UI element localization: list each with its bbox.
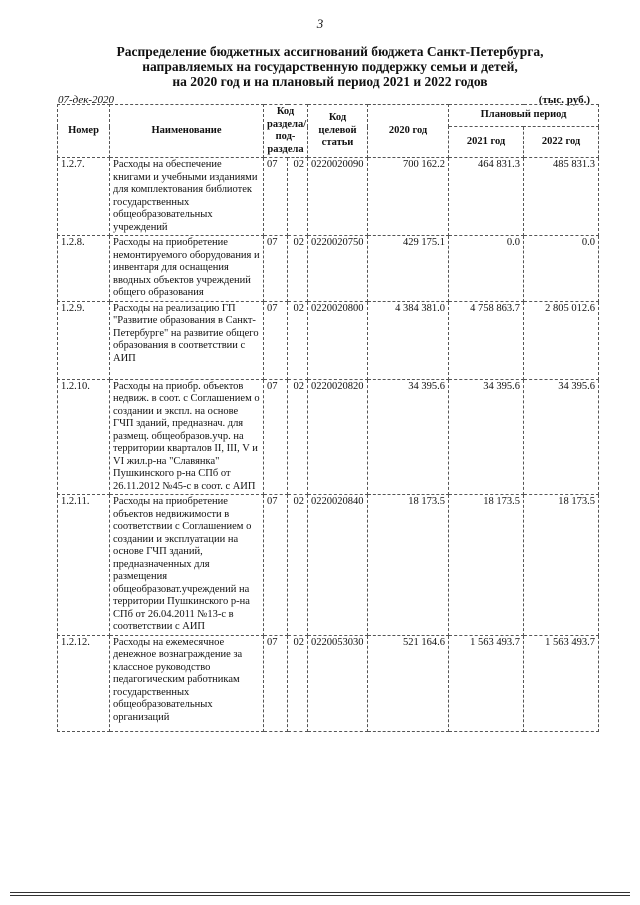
header-target: Код целевой статьи — [308, 105, 368, 158]
header-name: Наименование — [110, 105, 264, 158]
title-line-3: на 2020 год и на плановый период 2021 и 2022 годов — [172, 74, 488, 89]
row-value-2021: 1 563 493.7 — [449, 635, 524, 731]
row-target-code: 0220020820 — [308, 379, 368, 495]
row-name: Расходы на ежемесячное денежное вознаграждение за классное руководство педагогическим работникам государственных общеобразовательных организаций — [110, 635, 264, 731]
row-value-2022: 0.0 — [524, 236, 599, 302]
row-value-2020: 521 164.6 — [368, 635, 449, 731]
row-value-2021: 34 395.6 — [449, 379, 524, 495]
row-value-2022: 34 395.6 — [524, 379, 599, 495]
title-line-2: направляемых на государственную поддержку семьи и детей, — [142, 59, 518, 74]
row-value-2020: 18 173.5 — [368, 495, 449, 636]
row-value-2020: 700 162.2 — [368, 158, 449, 236]
units-label: (тыс. руб.) — [538, 94, 590, 106]
row-section: 07 — [264, 301, 288, 379]
row-number: 1.2.10. — [58, 379, 110, 495]
row-value-2021: 0.0 — [449, 236, 524, 302]
footer-rule — [10, 892, 630, 893]
row-section: 07 — [264, 495, 288, 636]
row-subsection: 02 — [288, 236, 308, 302]
row-value-2020: 4 384 381.0 — [368, 301, 449, 379]
row-subsection: 02 — [288, 301, 308, 379]
header-2020: 2020 год — [368, 105, 449, 158]
row-section: 07 — [264, 236, 288, 302]
table-row — [58, 379, 599, 495]
row-number: 1.2.11. — [58, 495, 110, 636]
row-value-2021: 464 831.3 — [449, 158, 524, 236]
document-title — [60, 44, 600, 89]
row-subsection: 02 — [288, 495, 308, 636]
table-row — [58, 158, 599, 236]
row-number: 1.2.12. — [58, 635, 110, 731]
row-section: 07 — [264, 158, 288, 236]
row-name: Расходы на приобр. объектов недвиж. в соот. с Соглашением о создании и экспл. на основе ГЧП зданий, предназнач. для размещ. общеобразов.учр. на территории кварталов II, III, V и VI жил.р-на "Славянка" Пушкинского р-на СПб от 26.11.2012 №45-с в соот. с АИП — [110, 379, 264, 495]
row-target-code: 0220020090 — [308, 158, 368, 236]
header-2021: 2021 год — [449, 127, 524, 158]
row-value-2020: 429 175.1 — [368, 236, 449, 302]
row-name: Расходы на приобретение объектов недвижимости в соответствии с Соглашением о создании и эксплуатации на основе ГЧП зданий, предназначенных для размещения общеобразоват.учреждений на территории Пушкинского р-на СПб от 26.04.2011 №13-с в соответствии с АИП — [110, 495, 264, 636]
title-line-1: Распределение бюджетных ассигнований бюджета Санкт-Петербурга, — [116, 44, 544, 59]
table-row — [58, 635, 599, 731]
table-row — [58, 495, 599, 636]
document-date: 07-дек-2020 — [58, 94, 115, 106]
row-target-code: 0220020800 — [308, 301, 368, 379]
row-name: Расходы на приобретение немонтируемого оборудования и инвентаря для оснащения вводных объектов учреждений общего образования — [110, 236, 264, 302]
table-row — [58, 236, 599, 302]
row-name: Расходы на реализацию ГП "Развитие образования в Санкт-Петербурге" на развитие общего образования в соответствии с АИП — [110, 301, 264, 379]
row-value-2021: 4 758 863.7 — [449, 301, 524, 379]
row-value-2020: 34 395.6 — [368, 379, 449, 495]
row-number: 1.2.9. — [58, 301, 110, 379]
header-number: Номер — [58, 105, 110, 158]
table-row — [58, 301, 599, 379]
row-subsection: 02 — [288, 379, 308, 495]
row-subsection: 02 — [288, 635, 308, 731]
row-value-2022: 2 805 012.6 — [524, 301, 599, 379]
row-number: 1.2.7. — [58, 158, 110, 236]
footer-rule — [10, 895, 630, 896]
row-value-2022: 1 563 493.7 — [524, 635, 599, 731]
header-2022: 2022 год — [524, 127, 599, 158]
row-value-2022: 485 831.3 — [524, 158, 599, 236]
row-value-2021: 18 173.5 — [449, 495, 524, 636]
budget-table — [57, 104, 599, 732]
header-section: Код раздела/ под-раздела — [264, 105, 308, 158]
row-target-code: 0220020750 — [308, 236, 368, 302]
row-value-2022: 18 173.5 — [524, 495, 599, 636]
row-name: Расходы на обеспечение книгами и учебными изданиями для комплектования библиотек государственных общеобразовательных учреждений — [110, 158, 264, 236]
row-section: 07 — [264, 635, 288, 731]
row-target-code: 0220053030 — [308, 635, 368, 731]
row-subsection: 02 — [288, 158, 308, 236]
row-section: 07 — [264, 379, 288, 495]
row-target-code: 0220020840 — [308, 495, 368, 636]
header-planned-period: Плановый период — [449, 105, 599, 127]
page-number: 3 — [316, 16, 324, 31]
row-number: 1.2.8. — [58, 236, 110, 302]
